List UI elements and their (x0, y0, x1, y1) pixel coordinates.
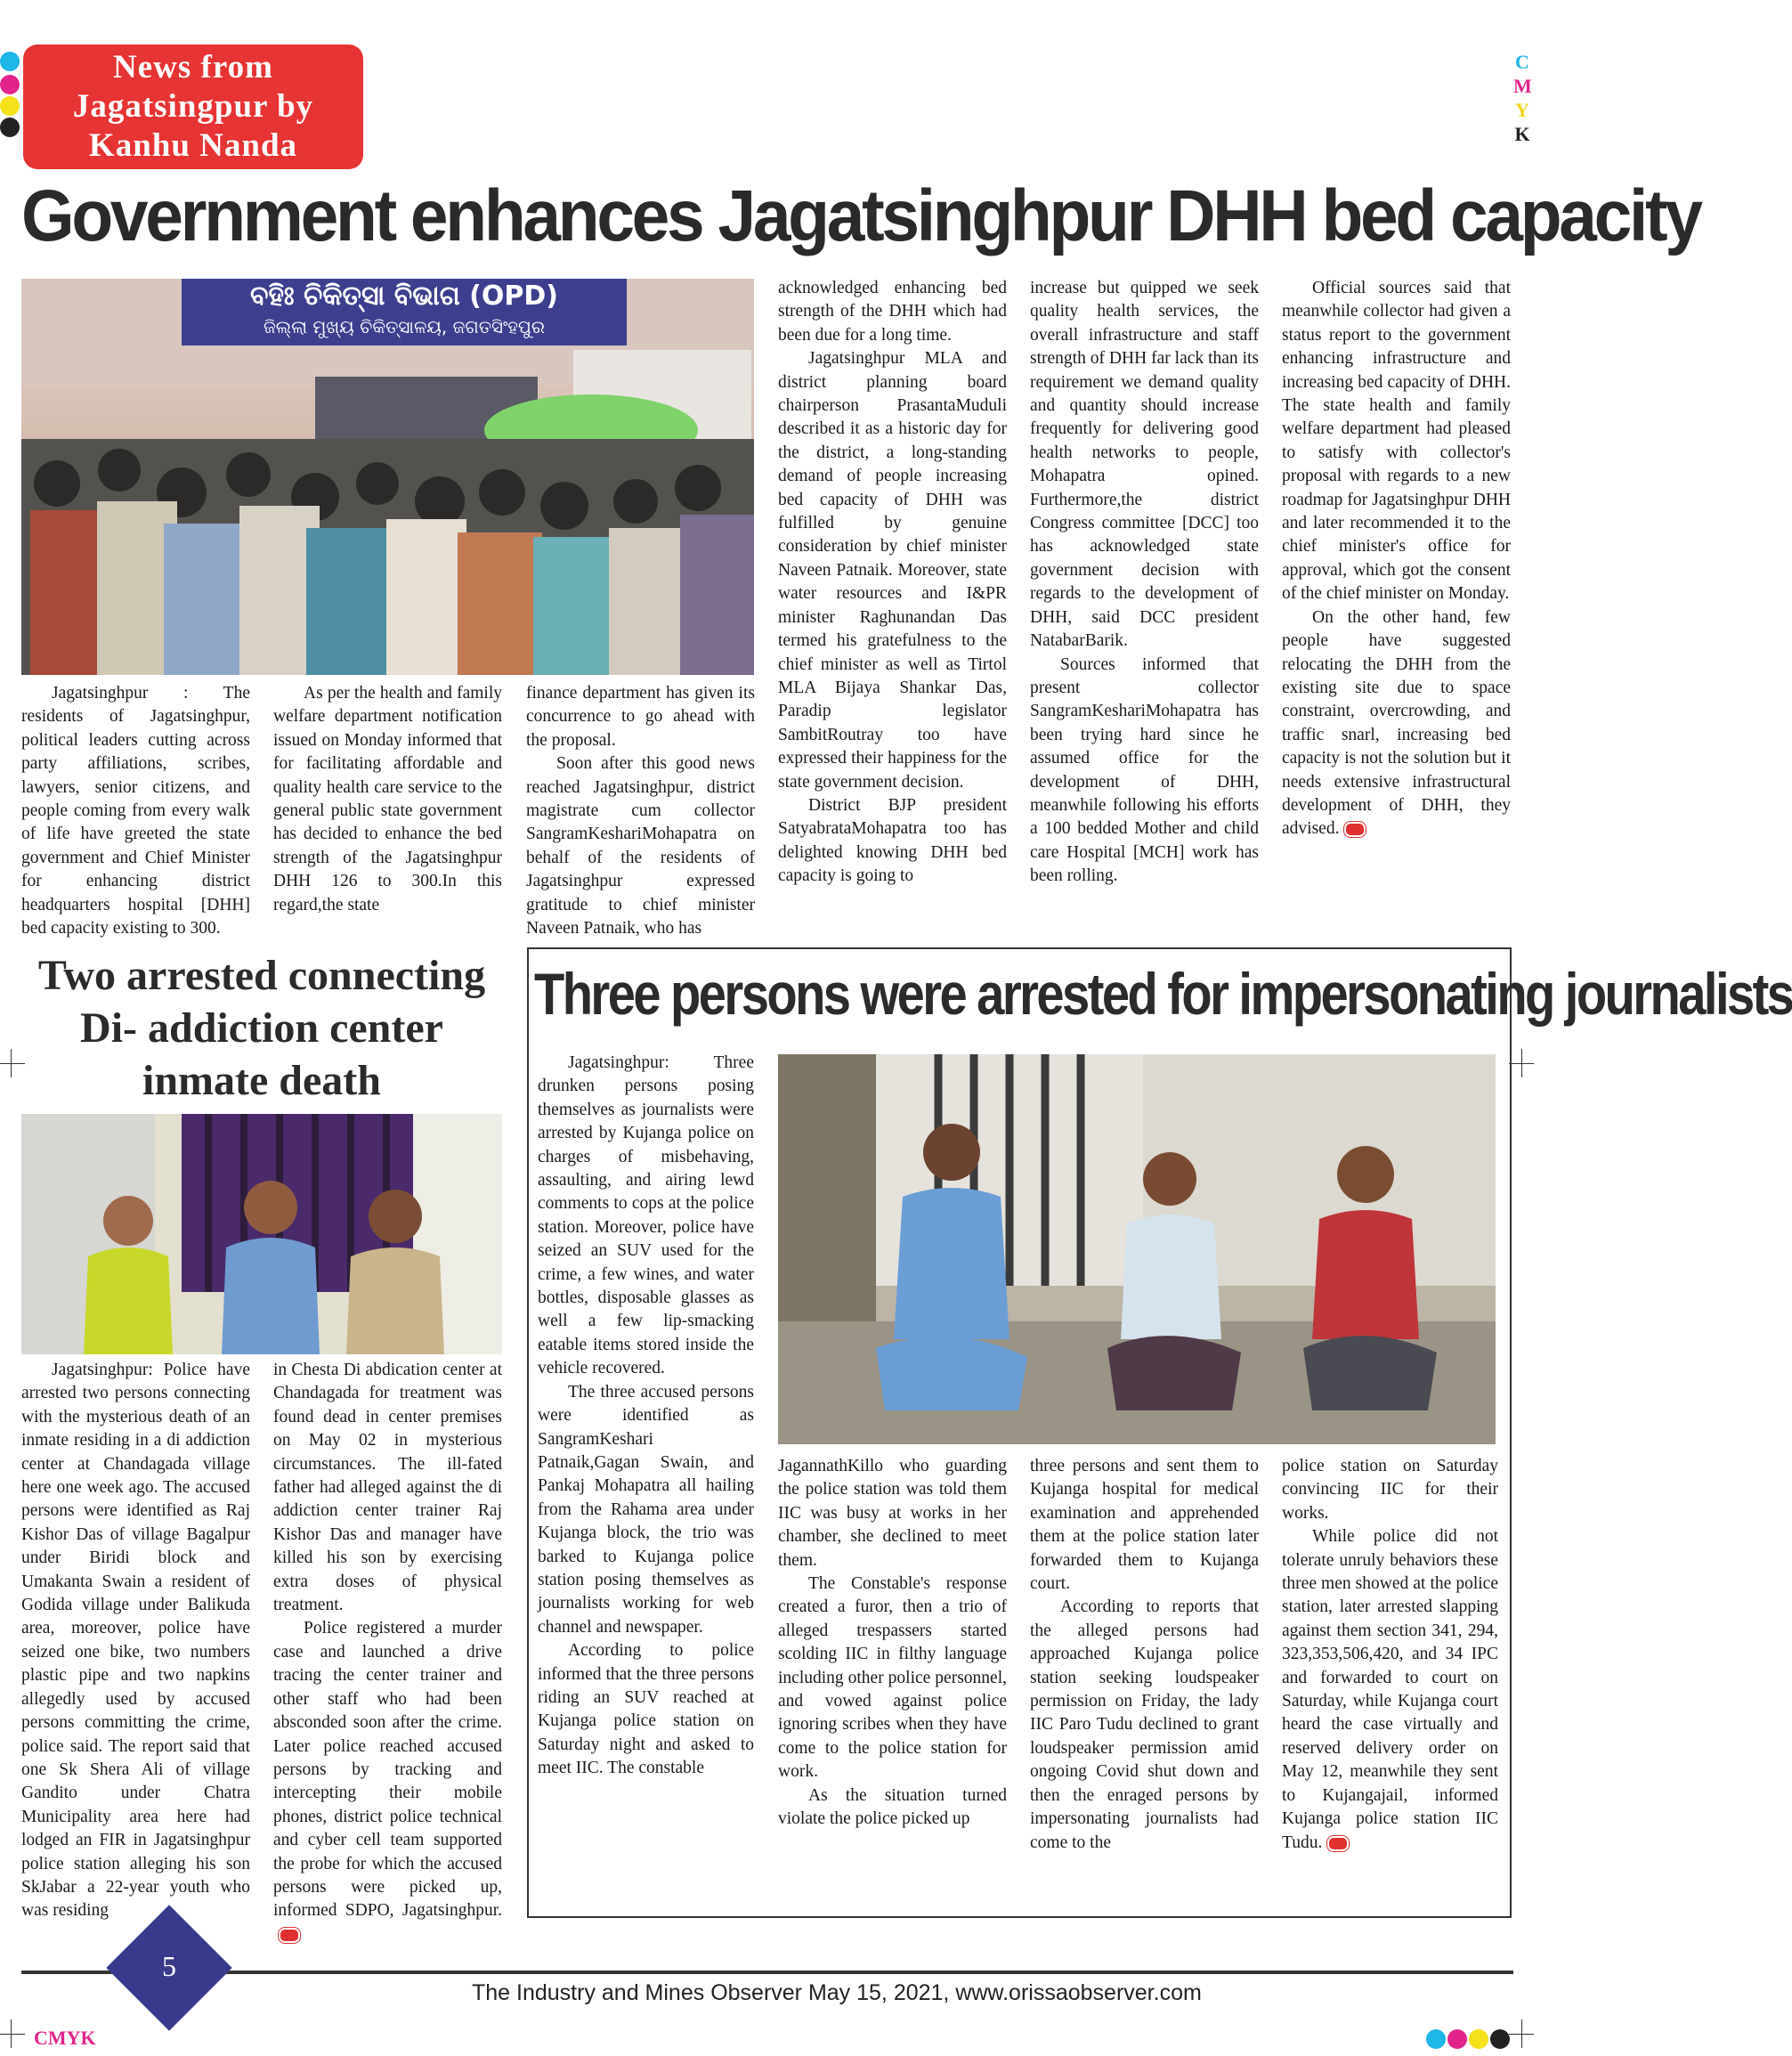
article1-col5 (1030, 277, 1259, 889)
black-registration-dot-bottom (1490, 2029, 1510, 2049)
paragraph: As per the health and family welfare department notification issued on Monday informed that for facilitating affordable and quality health care service to the general public state government has decided to enhance the bed strength of the Jagatsinghpur DHH 126 to 300.In this regard,the state (273, 684, 502, 914)
crop-mark-bottom-left-v (11, 2019, 12, 2048)
paragraph: District BJP president SatyabrataMohapatra too has delighted knowing DHH bed capacity is going to (778, 795, 1007, 886)
paragraph-text: Police registered a murder case and launched a drive tracing the center trainer and other staff who had been absconded soon after the crime. Later police reached accused persons by tracking and intercepting their mobile phones, district police technical and cyber cell team supported the probe for which the accused persons were picked up, informed SDPO, Jagatsinghpur. (273, 1619, 502, 1921)
magenta-registration-dot-bottom (1447, 2029, 1467, 2049)
article2-headline (21, 949, 502, 1107)
article1-col4 (778, 277, 1007, 889)
yellow-registration-dot (0, 96, 20, 116)
article3-col1 (538, 1052, 754, 1781)
article3-col2 (778, 1455, 1007, 1832)
opd-sign-line-1: ବହିଃ ଚିକିତ୍ସା ବିଭାଗ (OPD) (249, 280, 558, 312)
crop-mark-bottom-left (0, 2034, 25, 2035)
paragraph: Official sources said that meanwhile collector had given a status report to the government enhancing infrastructure and increasing bed capacity of DHH. The state health and family welfare department had pleased to satisfy with collector's proposal with regards to a new roadmap for Jagatsinghpur DHH and later recommended it to the chief minister's office for approval, which got the consent of the chief minister on Monday. (1282, 279, 1511, 604)
cmyk-k: K (1514, 123, 1530, 145)
paragraph: police station on Saturday convincing IIC for their works. (1282, 1457, 1498, 1523)
cyan-registration-dot-bottom (1426, 2029, 1446, 2049)
article3-col3 (1030, 1455, 1259, 1855)
paragraph: Jagatsinghpur : The residents of Jagatsinghpur, political leaders cutting across party affiliations, scribes, lawyers, senior citizens, and people coming from every walk of life have greeted the state government and Chief Minister for enhancing district headquarters hospital [DHH] bed capacity existing to 300. (21, 684, 250, 939)
article2-col2 (273, 1359, 502, 1946)
paragraph: Jagatsinghpur MLA and district planning board chairperson PrasantaMuduli described it as a historic day for the district, a long-standing demand of people increasing bed capacity of DHH was fulfilled by genuine consideration by chief minister Naveen Patnaik. Moreover, state water resources and I&PR minister Raghunandan Das termed his gratefulness to the chief minister as well as Tirtol MLA Bijaya Shankar Das, Paradip legislator SambitRoutray too have expressed their happiness for the state government decision. (778, 349, 1007, 792)
paragraph: Sources informed that present collector SangramKeshariMohapatra has been trying hard since he assumed office for the development of DHH, meanwhile following his efforts a 100 bedded Mother and child care Hospital [MCH] work has been rolling. (1030, 654, 1259, 886)
seated-men-illustration (778, 1054, 1496, 1444)
paragraph: The three accused persons were identified as SangramKeshari Patnaik,Gagan Swain, and Pankaj Mohapatra all hailing from the Rahama area under Kujanga block, the trio was barked to Kujanga police station posing themselves as journalists working for web channel and newspaper. (538, 1382, 754, 1637)
paragraph: Jagatsinghpur: Police have arrested two persons connecting with the mysterious death of an inmate residing in a di addiction center at Chandagada village here one week ago. The accused persons were identified as Raj Kishor Das of village Bagalpur under Biridi block and Umakanta Swain a resident of Godida village under Balikuda area, moreover, police have seized one bike, two numbers plastic pipe and two napkins allegedly used by accused persons committing the crime, police said. The report said that one Sk Shera Ali of village Gandito under Chatra Municipality area here had lodged an FIR in Jagatsinghpur police station alleging his son SkJabar a 22-year youth who was residing (21, 1361, 250, 1921)
paragraph: JagannathKillo who guarding the police station was told them IIC was busy at works in her chamber, she declined to meet them. (778, 1457, 1007, 1570)
end-of-article-icon (279, 1928, 300, 1943)
paragraph: The Constable's response created a furor, then a trio of alleged trespassers started scolding IIC in filthy language including other police personnel, and vowed against police ignoring scribes when they have come to the police station for work. (778, 1574, 1007, 1782)
crop-mark-left-v (11, 1049, 12, 1077)
tag-line-1: News from (113, 49, 273, 85)
paragraph-text: On the other hand, few people have suggested relocating the DHH from the existing site due to space constraint, overcrowding, and traffic snarl, increasing bed capacity is not the solution but it needs extensive infrastructural development of DHH, they advised. (1282, 607, 1511, 839)
paragraph: Soon after this good news reached Jagatsinghpur, district magistrate cum collector SangramKeshariMohapatra on behalf of the residents of Jagatsinghpur expressed gratitude to chief minister Naveen Patnaik, who has (526, 754, 755, 939)
main-headline: Government enhances Jagatsinghpur DHH bed capacity (21, 175, 1700, 256)
article3-col4 (1282, 1455, 1498, 1855)
arrested-men-photo (21, 1114, 502, 1354)
magenta-registration-dot (0, 75, 20, 94)
footer-text: The Industry and Mines Observer May 15, 2021, www.orissaobserver.com (472, 1980, 1202, 2005)
black-registration-dot (0, 118, 20, 137)
cmyk-letters-top-right (1513, 50, 1531, 146)
arrest-illustration (21, 1114, 502, 1354)
page-number: 5 (162, 1950, 176, 1982)
paragraph: increase but quipped we seek quality health services, the overall infrastructure and staff strength of DHH far lack than its requirement we demand quality and quantity should increase frequently for delivering good health networks to people, Mohapatra opined. Furthermore,the district Congress committee [DCC] too has acknowledged state government decision with regards to the development of DHH, said DCC president NatabarBarik. (1030, 279, 1259, 651)
three-arrested-photo (778, 1054, 1496, 1444)
paragraph: three persons and sent them to Kujanga hospital for medical examination and apprehended them at the police station later forwarded them to Kujanga court. (1030, 1457, 1259, 1594)
paragraph (1282, 1525, 1498, 1855)
paragraph: Jagatsinghpur: Three drunken persons posing themselves as journalists were arrested by Kujanga police on charges of misbehaving, assaulting, and airing lewd comments to cops at the police station. Moreover, police have seized an SUV used for the crime, a few wines, and water bottles, disposable glasses as well a few lip-smacking eatable items stored inside the vehicle recovered. (538, 1053, 754, 1378)
paragraph: in Chesta Di abdication center at Chandagada for treatment was found dead in center premises on May 02 in mysterious circumstances. The ill-fated father had alleged against the di addiction center trainer Raj Kishor Das and manager have killed his son by exercising extra doses of physical treatment. (273, 1361, 502, 1615)
end-of-article-icon (1327, 1836, 1349, 1851)
cyan-registration-dot (0, 52, 20, 71)
tag-line-3: Kanhu Nanda (88, 127, 298, 164)
cmyk-c: C (1515, 51, 1529, 73)
article2-col1 (21, 1359, 250, 1923)
section-tag (23, 45, 363, 169)
crop-mark-right-v (1521, 1049, 1522, 1077)
tag-line-2: Jagatsingpur by (72, 88, 314, 125)
article1-col1 (21, 682, 250, 940)
article2-headline-line1: Two arrested connecting (37, 952, 486, 999)
crop-mark-bottom-right-v (1521, 2019, 1522, 2048)
hospital-opd-photo (21, 279, 754, 675)
paragraph: acknowledged enhancing bed strength of the DHH which had been due for a long time. (778, 279, 1007, 345)
paragraph: As the situation turned violate the police picked up (778, 1785, 1007, 1829)
article1-col6 (1282, 277, 1511, 841)
article1-col2 (273, 682, 502, 917)
paragraph: According to reports that the alleged persons had approached Kujanga police station seeking loudspeaker permission on Friday, the lady IIC Paro Tudu declined to grant loudspeaker permission amid ongoing Covid shut down and then the enraged persons by impersonating journalists had come to the (1030, 1597, 1259, 1852)
paragraph (273, 1617, 502, 1946)
paragraph-text: While police did not tolerate unruly behaviors these three men showed at the police station, later arrested slapping against them section 341, 294, 323,353,506,420, and 34 IPC and forwarded to court on Saturday, while Kujanga court heard the case virtually and reserved delivery order on May 12, meanwhile they sent to Kujangajail, informed Kujanga police station IIC Tudu. (1282, 1527, 1498, 1852)
article2-headline-line2: Di- addiction center (80, 1004, 443, 1052)
yellow-registration-dot-bottom (1469, 2029, 1488, 2049)
article3-headline: Three persons were arrested for impersonating journalists (534, 961, 1792, 1027)
cmyk-bottom-label: CMYK (34, 2027, 96, 2049)
article2-headline-line3: inmate death (142, 1057, 381, 1104)
opd-sign-line-2: ଜିଲ୍ଲା ମୁଖ୍ୟ ଚିକିତ୍ସାଳୟ, ଜଗତସିଂହପୁର (263, 316, 546, 337)
footer-rule (21, 1971, 1513, 1974)
end-of-article-icon (1344, 822, 1366, 837)
cmyk-m: M (1513, 75, 1532, 97)
paragraph: According to police informed that the three persons riding an SUV reached at Kujanga police station on Saturday night and asked to meet IIC. The constable (538, 1641, 754, 1778)
article1-col3 (526, 682, 755, 940)
crowd-illustration (21, 279, 754, 675)
paragraph: finance department has given its concurrence to go ahead with the proposal. (526, 684, 755, 750)
paragraph (1282, 606, 1511, 841)
cmyk-y: Y (1515, 99, 1529, 121)
